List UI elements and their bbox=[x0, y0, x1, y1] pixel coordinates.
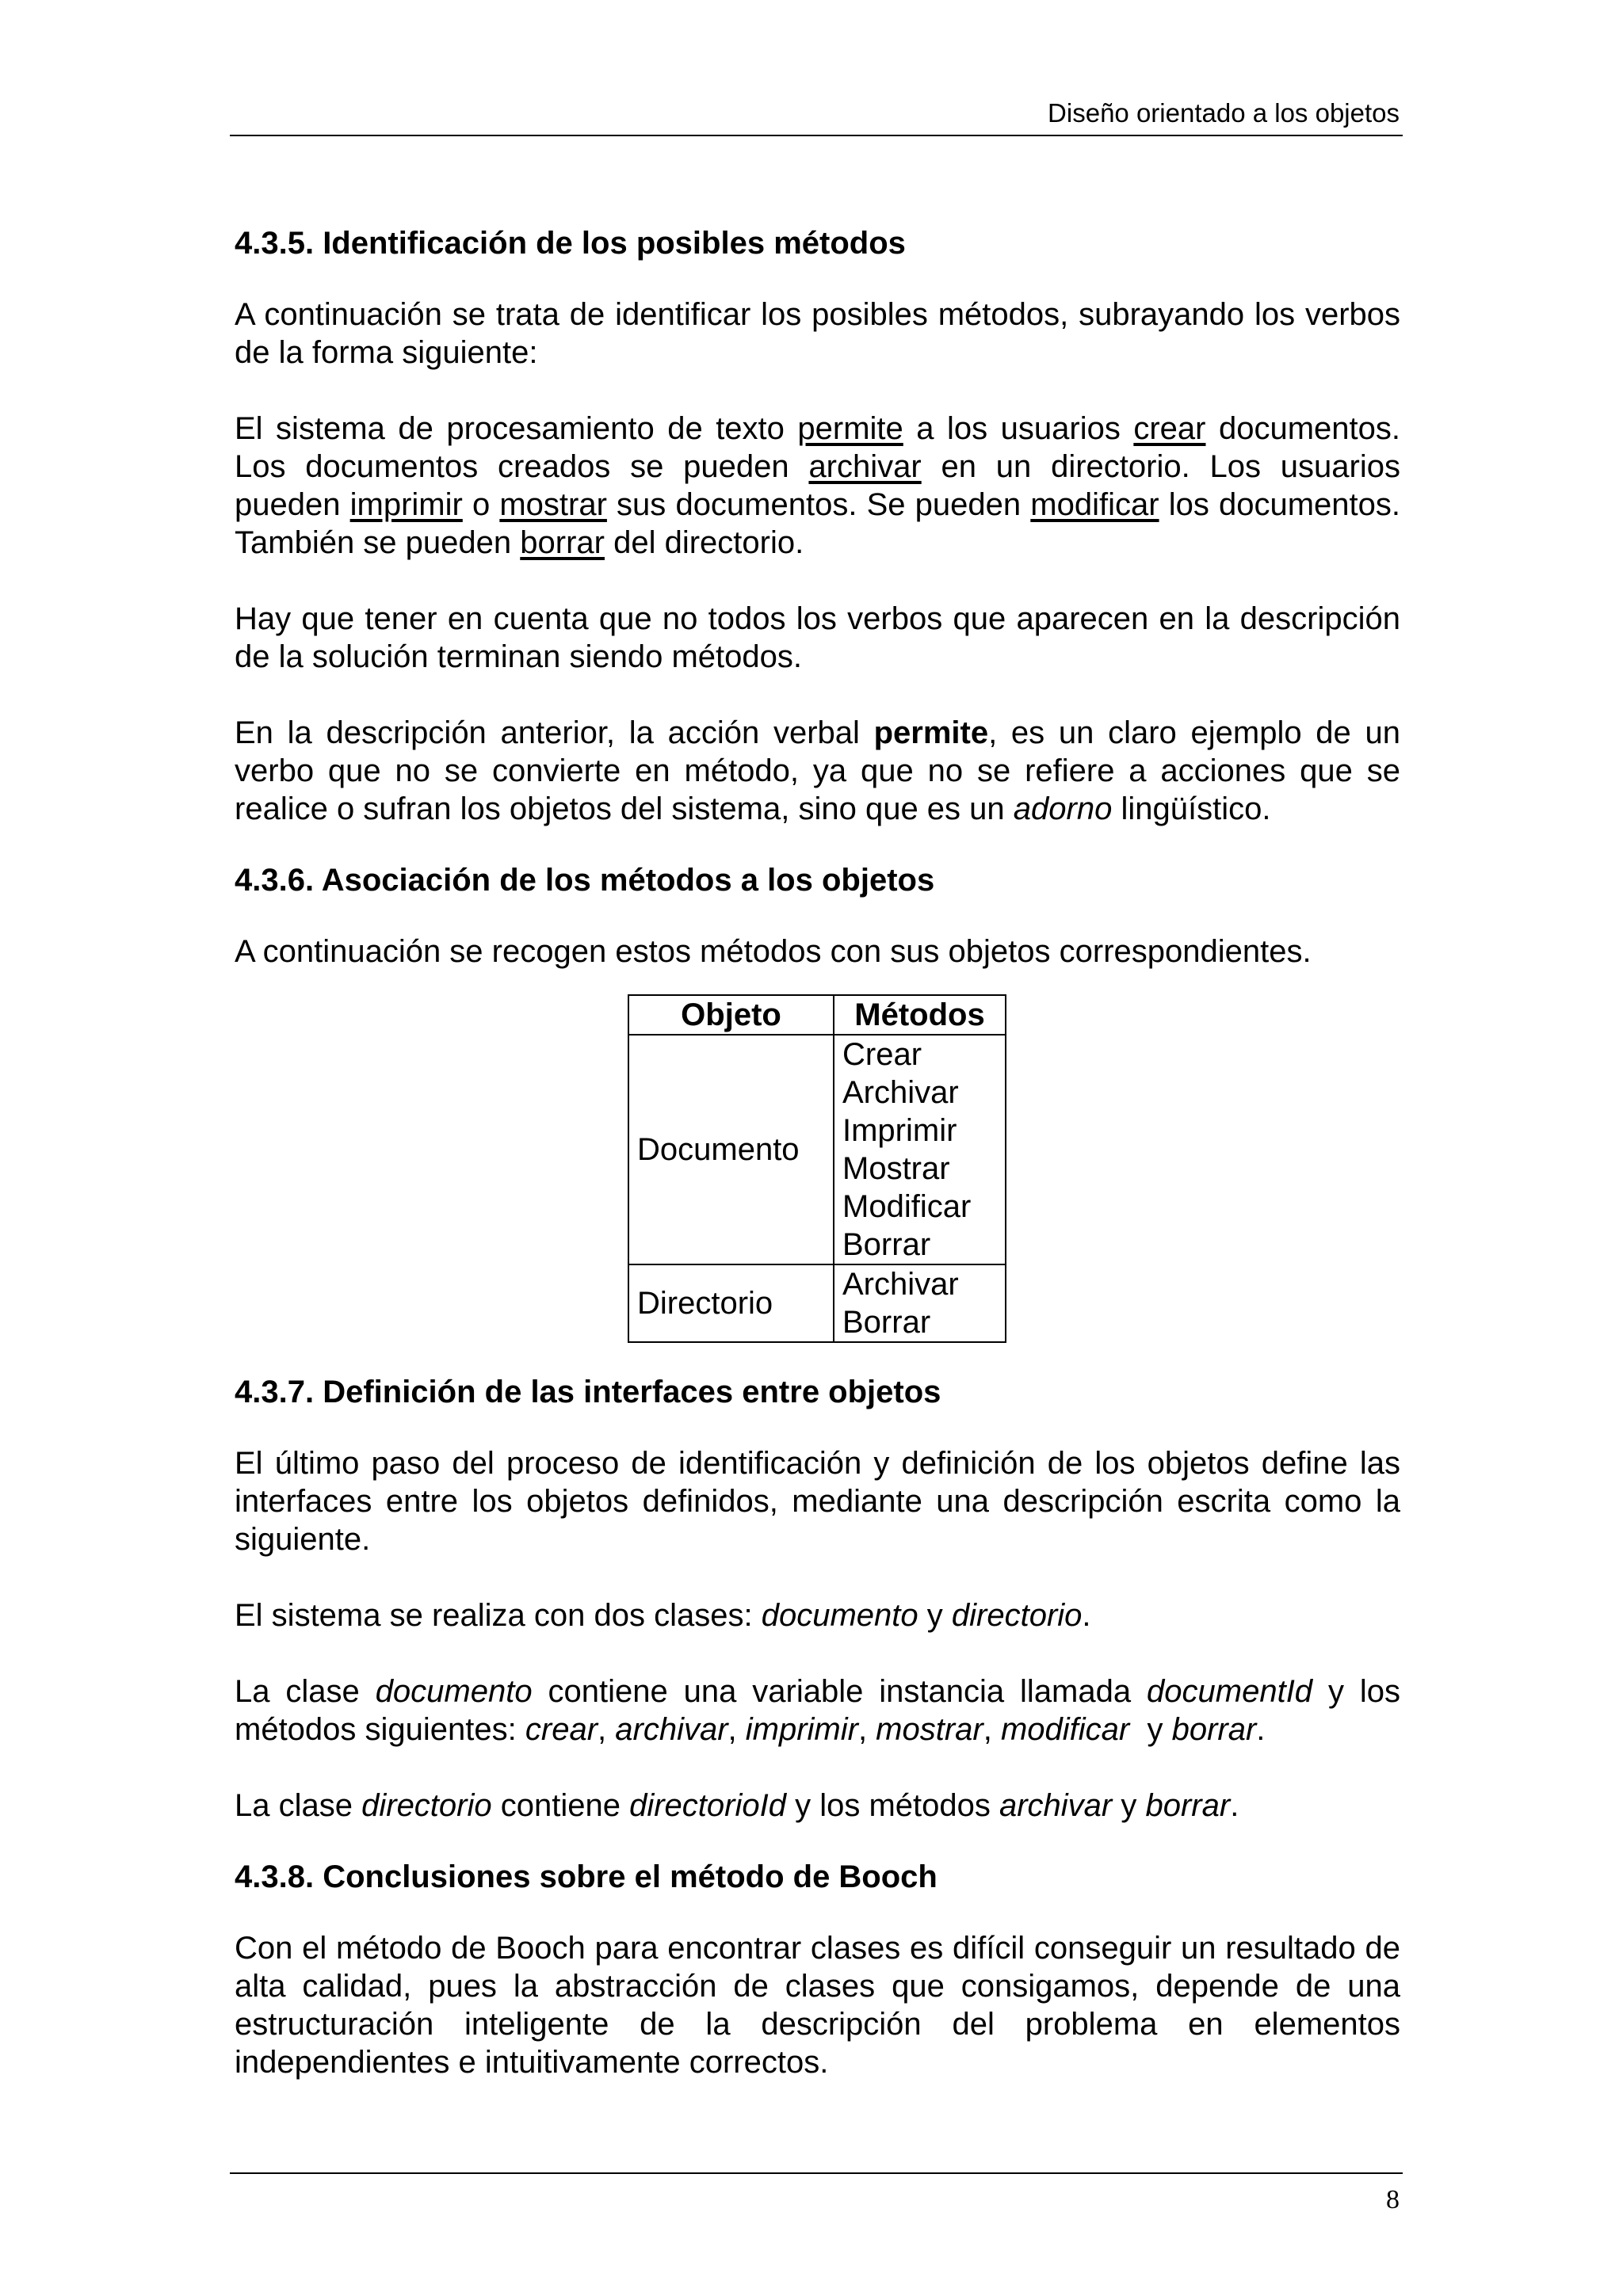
italic-term: borrar bbox=[1171, 1712, 1257, 1747]
text-run: y bbox=[918, 1598, 952, 1633]
paragraph-underlined-verbs bbox=[235, 410, 1400, 562]
table-header-row bbox=[628, 995, 1006, 1035]
method-item: Mostrar bbox=[842, 1151, 950, 1186]
italic-term: imprimir bbox=[745, 1712, 858, 1747]
section-heading-4-3-5: 4.3.5. Identificación de los posibles métodos bbox=[235, 226, 906, 261]
text-run: sus documentos. Se pueden bbox=[606, 487, 1031, 522]
text-run: , bbox=[857, 1712, 876, 1747]
paragraph: Hay que tener en cuenta que no todos los verbos que aparecen en la descripción de la solución terminan siendo métodos. bbox=[235, 601, 1400, 674]
text-run: contiene bbox=[491, 1788, 630, 1823]
text-run: . bbox=[1256, 1712, 1266, 1747]
page-header bbox=[230, 93, 1403, 136]
paragraph: El último paso del proceso de identificación y definición de los objetos define las interfaces entre los objetos definidos, mediante una descripción escrita como la siguiente. bbox=[235, 1446, 1400, 1557]
italic-term: documentId bbox=[1147, 1674, 1313, 1709]
paragraph bbox=[235, 1672, 1400, 1749]
paragraph bbox=[235, 1596, 1400, 1634]
text-run: El sistema se realiza con dos clases: bbox=[235, 1598, 762, 1633]
italic-term: borrar bbox=[1145, 1788, 1231, 1823]
text-run: y bbox=[1129, 1712, 1172, 1747]
italic-term: adorno bbox=[1013, 791, 1113, 826]
text-run: documentos. Los documentos creados se pueden bbox=[235, 411, 1401, 484]
paragraph bbox=[235, 1787, 1400, 1825]
text-run: , es un claro ejemplo de un verbo que no se convierte en método, ya que no se refiere a acciones que se realice o sufran los objetos del sistema, sino que es un bbox=[235, 715, 1400, 826]
method-item: Archivar bbox=[842, 1075, 959, 1110]
object-cell: Documento bbox=[628, 1035, 834, 1264]
italic-term: modificar bbox=[1000, 1712, 1130, 1747]
header-title: Diseño orientado a los objetos bbox=[1048, 98, 1400, 128]
section-heading-4-3-7: 4.3.7. Definición de las interfaces entre objetos bbox=[235, 1375, 941, 1409]
text-run: El sistema de procesamiento de texto bbox=[235, 411, 798, 446]
text-run: y bbox=[1112, 1788, 1146, 1823]
page-content bbox=[235, 224, 1400, 2081]
underlined-verb: borrar bbox=[520, 525, 605, 560]
text-run: contiene una variable instancia llamada bbox=[532, 1674, 1148, 1709]
table-row bbox=[628, 1264, 1006, 1342]
text-run: La clase bbox=[235, 1788, 362, 1823]
text-run: del directorio. bbox=[604, 525, 804, 560]
underlined-verb: archivar bbox=[808, 449, 922, 484]
underlined-verb: imprimir bbox=[349, 487, 463, 522]
italic-term: directorio bbox=[361, 1788, 492, 1823]
table-row bbox=[628, 1035, 1006, 1264]
bold-term: permite bbox=[873, 715, 989, 750]
underlined-verb: modificar bbox=[1030, 487, 1159, 522]
methods-cell bbox=[834, 1035, 1006, 1264]
text-run: a los usuarios bbox=[903, 411, 1134, 446]
page-number: 8 bbox=[1386, 2185, 1400, 2214]
object-cell: Directorio bbox=[628, 1264, 834, 1342]
column-header: Objeto bbox=[628, 995, 834, 1035]
objects-methods-table bbox=[628, 994, 1006, 1343]
paragraph: Con el método de Booch para encontrar clases es difícil conseguir un resultado de alta calidad, pues la abstracción de clases que consigamos, depende de una estructuración inteligente de la descripción del problema en elementos independientes e intuitivamente correctos. bbox=[235, 1931, 1400, 2080]
section-heading-4-3-8: 4.3.8. Conclusiones sobre el método de Booch bbox=[235, 1859, 938, 1894]
text-run: y los métodos bbox=[785, 1788, 999, 1823]
column-header: Métodos bbox=[834, 995, 1006, 1035]
text-run: , bbox=[727, 1712, 746, 1747]
text-run: . bbox=[1230, 1788, 1239, 1823]
text-run: o bbox=[462, 487, 500, 522]
method-item: Crear bbox=[842, 1037, 922, 1072]
paragraph: A continuación se trata de identificar los posibles métodos, subrayando los verbos de la forma siguiente: bbox=[235, 297, 1400, 370]
italic-term: crear bbox=[525, 1712, 598, 1747]
italic-term: documento bbox=[761, 1598, 918, 1633]
italic-term: archivar bbox=[999, 1788, 1113, 1823]
underlined-verb: permite bbox=[797, 411, 903, 446]
text-run: en un directorio. Los usuarios pueden bbox=[235, 449, 1400, 522]
underlined-verb: mostrar bbox=[499, 487, 607, 522]
text-run: , bbox=[598, 1712, 616, 1747]
italic-term: directorioId bbox=[629, 1788, 786, 1823]
text-run: . bbox=[1082, 1598, 1091, 1633]
italic-term: archivar bbox=[615, 1712, 728, 1747]
text-run: lingüístico. bbox=[1112, 791, 1271, 826]
text-run: , bbox=[983, 1712, 1001, 1747]
methods-cell bbox=[834, 1264, 1006, 1342]
method-item: Modificar bbox=[842, 1189, 972, 1224]
paragraph: A continuación se recogen estos métodos con sus objetos correspondientes. bbox=[235, 934, 1312, 969]
text-run: En la descripción anterior, la acción verbal bbox=[235, 715, 874, 750]
italic-term: documento bbox=[375, 1674, 533, 1709]
text-run: y los métodos siguientes: bbox=[235, 1674, 1400, 1747]
section-heading-4-3-6: 4.3.6. Asociación de los métodos a los objetos bbox=[235, 863, 935, 898]
paragraph bbox=[235, 714, 1400, 828]
text-run: La clase bbox=[235, 1674, 376, 1709]
method-item: Archivar bbox=[842, 1267, 959, 1302]
underlined-verb: crear bbox=[1133, 411, 1206, 446]
page-footer bbox=[230, 2172, 1403, 2214]
method-item: Borrar bbox=[842, 1305, 931, 1340]
method-item: Imprimir bbox=[842, 1113, 957, 1148]
italic-term: directorio bbox=[951, 1598, 1083, 1633]
method-item: Borrar bbox=[842, 1227, 931, 1262]
text-run: los documentos. También se pueden bbox=[235, 487, 1400, 560]
italic-term: mostrar bbox=[876, 1712, 983, 1747]
